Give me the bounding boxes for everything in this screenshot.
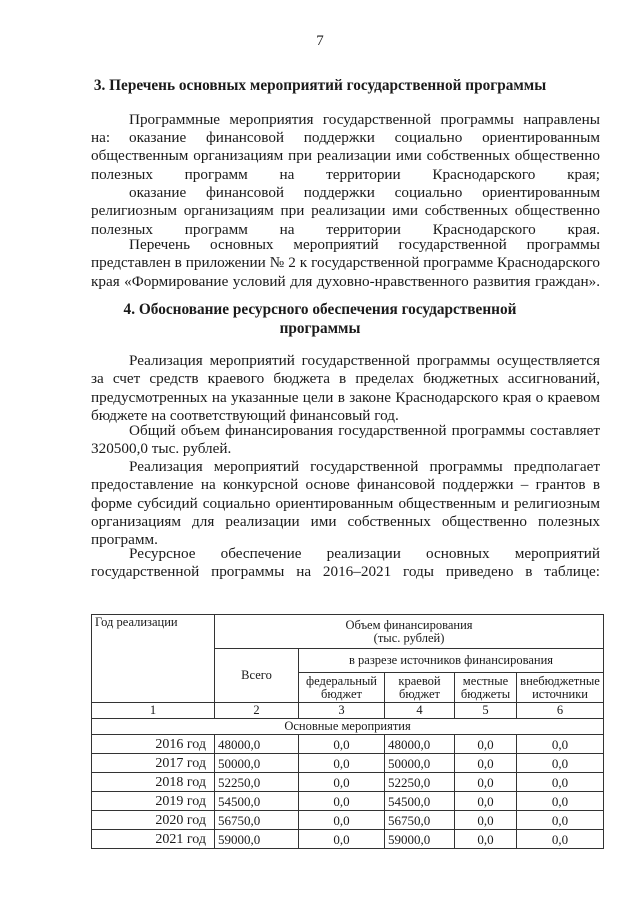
section-3-paragraph: Перечень основных мероприятий государственной программы представлен в приложении № 2 к государственной программе Краснодарского края «Формирование условий для духовно-нравственного развития граждан». (91, 236, 600, 290)
section-4-paragraph: Ресурсное обеспечение реализации основных мероприятий государственной программы на 2016–2021 годы приведено в таблице: (91, 545, 600, 581)
cell-extra: 0,0 (517, 773, 604, 792)
cell-extra: 0,0 (517, 811, 604, 830)
section-3-paragraph: оказание финансовой поддержки социально ориентированным религиозным организациям при реализации ими собственных общественно полезных программ на территории Краснодарского края. (91, 184, 600, 238)
section-4-paragraph: Общий объем финансирования государственной программы составляет 320500,0 тыс. рублей. (91, 422, 600, 458)
table-row (92, 811, 604, 830)
cell-federal: 0,0 (299, 773, 385, 792)
cell-regional: 48000,0 (385, 735, 455, 754)
section-3-paragraph: оказание финансовой поддержки социально ориентированным общественным организациям при реализации ими собственных общественно полезных программ на территории Краснодарского края; (91, 129, 600, 183)
cell-year: 2021 год (92, 830, 215, 849)
cell-year: 2019 год (92, 792, 215, 811)
cell-total: 50000,0 (215, 754, 299, 773)
cell-extra: 0,0 (517, 735, 604, 754)
cell-regional: 50000,0 (385, 754, 455, 773)
cell-federal: 0,0 (299, 754, 385, 773)
section-4-paragraph: Реализация мероприятий государственной программы предполагает предоставление на конкурсной основе финансовой поддержки – грантов в форме субсидий социально ориентированным общественным и религиозным организациям для реализации ими собственных общественно полезных программ. (91, 458, 600, 549)
table-row (92, 792, 604, 811)
header-total: Всего (215, 649, 299, 703)
cell-year: 2016 год (92, 735, 215, 754)
section-4-paragraph: Реализация мероприятий государственной программы осуществляется за счет средств краевого бюджета в пределах бюджетных ассигнований, предусмотренных на указанные цели в законе Краснодарского края о краевом бюджете на соответствующий финансовый год. (91, 352, 600, 424)
section-4-title-line2: программы (279, 320, 361, 337)
cell-total: 54500,0 (215, 792, 299, 811)
cell-federal: 0,0 (299, 830, 385, 849)
cell-regional: 52250,0 (385, 773, 455, 792)
cell-extra: 0,0 (517, 792, 604, 811)
cell-federal: 0,0 (299, 792, 385, 811)
column-number: 4 (385, 703, 455, 719)
cell-local: 0,0 (455, 792, 517, 811)
table-row (92, 754, 604, 773)
cell-local: 0,0 (455, 754, 517, 773)
cell-total: 56750,0 (215, 811, 299, 830)
header-volume-title: Объем финансирования (345, 617, 473, 632)
cell-regional: 56750,0 (385, 811, 455, 830)
section-3-paragraph: Программные мероприятия государственной программы направлены на: (91, 111, 600, 147)
cell-extra: 0,0 (517, 754, 604, 773)
table-row (92, 735, 604, 754)
header-extra: внебюджетные источники (517, 673, 604, 703)
cell-local: 0,0 (455, 735, 517, 754)
section-4-title-line1: 4. Обоснование ресурсного обеспечения государственной (123, 301, 517, 318)
column-number: 5 (455, 703, 517, 719)
cell-regional: 59000,0 (385, 830, 455, 849)
cell-local: 0,0 (455, 773, 517, 792)
header-year: Год реализации (92, 615, 215, 703)
cell-year: 2018 год (92, 773, 215, 792)
cell-federal: 0,0 (299, 811, 385, 830)
cell-federal: 0,0 (299, 735, 385, 754)
cell-year: 2020 год (92, 811, 215, 830)
table-row (92, 830, 604, 849)
table-row (92, 773, 604, 792)
cell-year: 2017 год (92, 754, 215, 773)
page-number: 7 (316, 33, 324, 49)
column-number: 6 (517, 703, 604, 719)
financing-table (91, 614, 604, 849)
cell-local: 0,0 (455, 811, 517, 830)
column-number: 1 (92, 703, 215, 719)
header-federal: федеральный бюджет (299, 673, 385, 703)
cell-local: 0,0 (455, 830, 517, 849)
cell-total: 48000,0 (215, 735, 299, 754)
header-regional: краевой бюджет (385, 673, 455, 703)
section-4-title (60, 300, 580, 338)
header-volume (215, 615, 604, 649)
cell-extra: 0,0 (517, 830, 604, 849)
cell-total: 52250,0 (215, 773, 299, 792)
header-volume-unit: (тыс. рублей) (373, 630, 445, 645)
column-number: 3 (299, 703, 385, 719)
header-local: местные бюджеты (455, 673, 517, 703)
cell-total: 59000,0 (215, 830, 299, 849)
section-label: Основные мероприятия (92, 719, 604, 735)
section-3-title: 3. Перечень основных мероприятий государственной программы (93, 77, 547, 94)
header-sources: в разрезе источников финансирования (299, 649, 604, 673)
cell-regional: 54500,0 (385, 792, 455, 811)
column-number: 2 (215, 703, 299, 719)
